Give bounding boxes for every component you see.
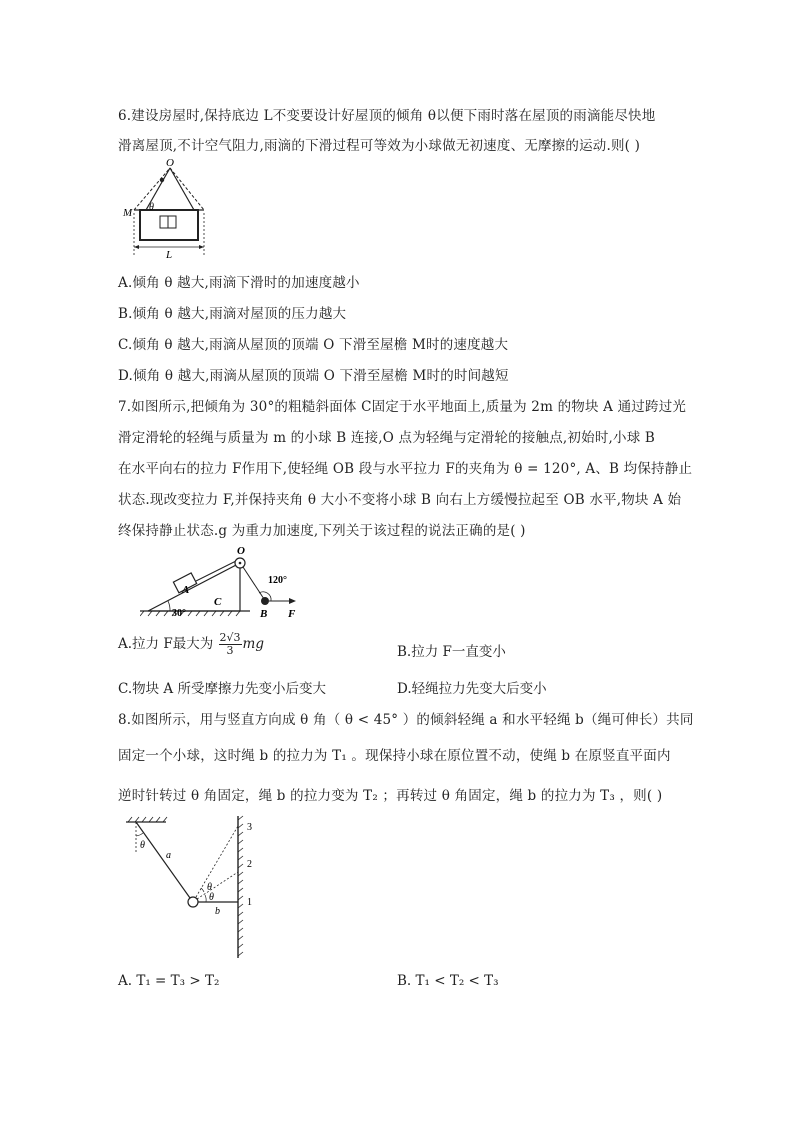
q6-option-c: C.倾角 θ 越大,雨滴从屋顶的顶端 O 下滑至屋檐 M时的速度越大	[118, 337, 509, 353]
q8-label-theta-lower: θ	[209, 892, 214, 903]
q7-stem-line4: 状态.现改变拉力 F,并保持夹角 θ 大小不变将小球 B 向右上方缓慢拉起至 OB 水平,物块 A 始	[118, 492, 682, 508]
q8-option-b: B. T₁ < T₂ < T₃	[397, 973, 499, 989]
q7-label-O: O	[237, 545, 245, 557]
q7-stem-line2: 滑定滑轮的轻绳与质量为 m 的小球 B 连接,O 点为轻绳与定滑轮的接触点,初始时,小球 B	[118, 430, 656, 446]
q8-label-b: b	[215, 906, 220, 917]
q7-option-c: C.物块 A 所受摩擦力先变小后变大	[118, 681, 326, 697]
q7-incline-figure	[140, 545, 315, 620]
q7-label-B: B	[260, 608, 268, 620]
q7-option-a-fraction	[219, 632, 242, 657]
q8-rope-figure	[118, 812, 268, 960]
q6-label-L: L	[166, 249, 173, 260]
q8-stem-line3: 逆时针转过 θ 角固定，绳 b 的拉力变为 T₂ ；再转过 θ 角固定，绳 b 的拉力为 T₃ ，则( )	[118, 788, 663, 804]
q8-stem-line1: 8.如图所示，用与竖直方向成 θ 角（ θ < 45° ）的倾斜轻绳 a 和水平轻绳 b（绳可伸长）共同	[118, 712, 694, 728]
q7-stem-line3: 在水平向右的拉力 F作用下,使轻绳 OB 段与水平拉力 F的夹角为 θ = 120°, A、B 均保持静止	[118, 461, 693, 477]
q6-stem-line1: 6.建设房屋时,保持底边 L不变要设计好屋顶的倾角 θ以便下雨时落在屋顶的雨滴能尽快地	[118, 108, 656, 124]
q7-option-a-prefix: A.拉力 F最大为	[118, 636, 214, 652]
q7-label-30deg: 30°	[172, 608, 186, 619]
q7-label-F: F	[288, 608, 296, 620]
q8-stem-line2: 固定一个小球，这时绳 b 的拉力为 T₁ 。现保持小球在原位置不动，使绳 b 在原竖直平面内	[118, 748, 671, 764]
q7-option-a-numerator: 2√3	[219, 631, 241, 644]
q7-stem-line1: 7.如图所示,把倾角为 30°的粗糙斜面体 C固定于水平地面上,质量为 2m 的物块 A 通过跨过光	[118, 399, 687, 415]
q7-option-a	[118, 632, 264, 657]
q7-option-a-suffix: mg	[242, 636, 264, 652]
q8-label-a: a	[166, 850, 171, 861]
q6-option-a: A.倾角 θ 越大,雨滴下滑时的加速度越小	[118, 275, 360, 291]
q7-option-a-denominator: 3	[226, 644, 234, 657]
q6-stem-line2: 滑离屋顶,不计空气阻力,雨滴的下滑过程可等效为小球做无初速度、无摩擦的运动.则( )	[118, 138, 641, 154]
q8-label-1: 1	[247, 897, 252, 908]
q8-label-2: 2	[247, 859, 252, 870]
q6-label-theta: θ	[149, 202, 154, 213]
q7-label-120deg: 120°	[268, 575, 287, 586]
q7-label-A: A	[182, 584, 190, 596]
q7-label-C: C	[214, 596, 222, 608]
q6-label-M: M	[123, 207, 133, 219]
q8-label-theta-upper: θ	[207, 882, 212, 893]
q6-house-figure	[118, 158, 218, 260]
q7-option-b: B.拉力 F一直变小	[397, 644, 506, 660]
q8-option-a: A. T₁ = T₃ > T₂	[118, 973, 220, 989]
q8-label-theta-top: θ	[140, 840, 145, 851]
q6-label-O: O	[166, 158, 174, 169]
q6-option-b: B.倾角 θ 越大,雨滴对屋顶的压力越大	[118, 306, 347, 322]
q7-option-d: D.轻绳拉力先变大后变小	[397, 681, 547, 697]
q6-option-d: D.倾角 θ 越大,雨滴从屋顶的顶端 O 下滑至屋檐 M时的时间越短	[118, 368, 509, 384]
q8-label-3: 3	[247, 822, 252, 833]
q7-stem-line5: 终保持静止状态.g 为重力加速度,下列关于该过程的说法正确的是( )	[118, 523, 526, 539]
